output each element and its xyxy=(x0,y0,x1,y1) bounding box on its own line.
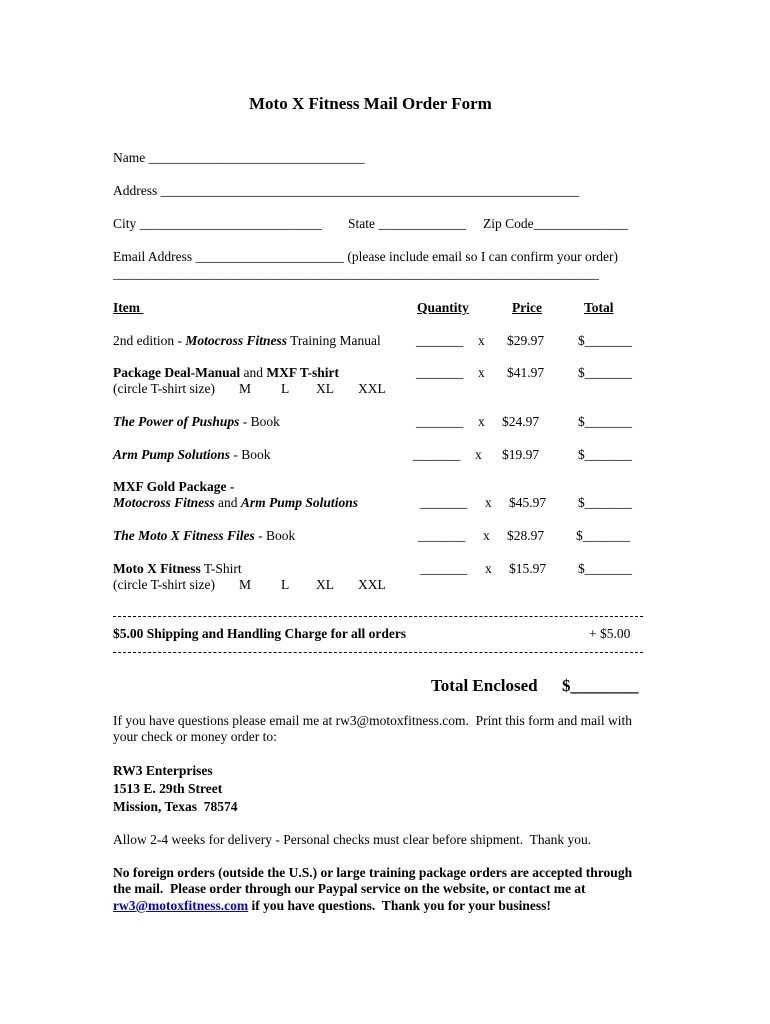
total-enclosed-blank: $________ xyxy=(562,676,639,695)
total-blank: $_______ xyxy=(578,333,632,348)
foreign-note-line3 xyxy=(113,898,551,914)
qty-blank: _______ xyxy=(416,333,464,348)
times-sign: x xyxy=(485,495,492,510)
header-item: Item xyxy=(113,300,144,315)
item-and: and xyxy=(214,495,241,510)
contact-email-link[interactable]: rw3@motoxfitness.com xyxy=(113,898,249,913)
email-field: Email Address ______________________ (please include email so I can confirm your order) xyxy=(113,249,619,264)
times-sign: x xyxy=(478,414,485,429)
times-sign: x xyxy=(478,333,485,348)
item-title: Moto X Fitness xyxy=(113,561,201,576)
size-option-m: M xyxy=(239,577,252,592)
header-total: Total xyxy=(584,300,614,315)
questions-text-line1: If you have questions please email me at rw3@motoxfitness.com. Print this form and mail with xyxy=(113,713,632,728)
qty-blank: _______ xyxy=(418,528,466,543)
item-row-files xyxy=(113,528,295,544)
item-title-2: MXF T-shirt xyxy=(266,365,340,380)
delivery-note: Allow 2-4 weeks for delivery - Personal checks must clear before shipment. Thank you. xyxy=(113,832,592,847)
separator-rule: ________________________________________________________________________ xyxy=(113,266,599,281)
zip-field: Zip Code______________ xyxy=(483,216,629,231)
dashed-divider-top xyxy=(113,616,643,617)
item-prefix: 2nd edition - xyxy=(113,333,186,348)
size-instruction: (circle T-shirt size) xyxy=(113,381,215,396)
state-field: State _____________ xyxy=(348,216,467,231)
foreign-note-line1: No foreign orders (outside the U.S.) or large training package orders are accepted through xyxy=(113,865,633,880)
mailing-company: RW3 Enterprises xyxy=(113,763,213,778)
item-title-2: Arm Pump Solutions xyxy=(240,495,358,510)
item-row-arm-pump xyxy=(113,447,271,463)
questions-text-line2: your check or money order to: xyxy=(113,729,277,744)
foreign-note-line2: the mail. Please order through our Paypal service on the website, or contact me at xyxy=(113,881,586,896)
price-value: $15.97 xyxy=(509,561,547,576)
times-sign: x xyxy=(485,561,492,576)
qty-blank: _______ xyxy=(416,365,464,380)
size-instruction: (circle T-shirt size) xyxy=(113,577,215,592)
header-quantity: Quantity xyxy=(417,300,469,315)
total-enclosed-label: Total Enclosed xyxy=(431,676,538,695)
mailing-street: 1513 E. 29th Street xyxy=(113,781,223,796)
price-value: $45.97 xyxy=(509,495,547,510)
times-sign: x xyxy=(478,365,485,380)
city-field: City ___________________________ xyxy=(113,216,322,231)
item-title: Arm Pump Solutions xyxy=(113,447,231,462)
price-value: $24.97 xyxy=(502,414,540,429)
item-and: and xyxy=(240,365,267,380)
qty-blank: _______ xyxy=(420,495,468,510)
item-suffix: Training Manual xyxy=(287,333,381,348)
item-row-pushups xyxy=(113,414,280,430)
item-suffix: - Book xyxy=(230,447,271,462)
size-option-l: L xyxy=(281,381,290,396)
address-field: Address ______________________________________________________________ xyxy=(113,183,580,198)
header-price: Price xyxy=(512,300,542,315)
item-row-manual xyxy=(113,333,381,349)
name-field: Name ________________________________ xyxy=(113,150,365,165)
total-blank: $_______ xyxy=(578,414,632,429)
price-value: $28.97 xyxy=(507,528,545,543)
page-title: Moto X Fitness Mail Order Form xyxy=(249,94,492,113)
item-title: The Power of Pushups xyxy=(113,414,240,429)
price-value: $29.97 xyxy=(507,333,545,348)
foreign-note-closing: if you have questions. Thank you for your business! xyxy=(248,898,551,913)
item-suffix: T-Shirt xyxy=(200,561,242,576)
times-sign: x xyxy=(483,528,490,543)
total-blank: $_______ xyxy=(578,447,632,462)
item-row-package-deal xyxy=(113,365,339,381)
shipping-label: $5.00 Shipping and Handling Charge for all orders xyxy=(113,626,407,641)
item-suffix: - Book xyxy=(254,528,296,543)
times-sign: x xyxy=(475,447,482,462)
item-suffix: - Book xyxy=(239,414,280,429)
mailing-city: Mission, Texas 78574 xyxy=(113,799,238,814)
shipping-amount: + $5.00 xyxy=(589,626,631,641)
total-blank: $_______ xyxy=(578,495,632,510)
total-blank: $_______ xyxy=(576,528,630,543)
size-option-l: L xyxy=(281,577,290,592)
qty-blank: _______ xyxy=(416,414,464,429)
size-option-m: M xyxy=(239,381,252,396)
qty-blank: _______ xyxy=(413,447,461,462)
price-value: $41.97 xyxy=(507,365,545,380)
dashed-divider-bottom xyxy=(113,652,643,653)
item-gold-contents xyxy=(113,495,358,511)
item-row-gold-package: MXF Gold Package - xyxy=(113,479,235,494)
item-row-tshirt xyxy=(113,561,242,577)
price-value: $19.97 xyxy=(502,447,540,462)
item-title: The Moto X Fitness Files xyxy=(113,528,255,543)
item-title: Package Deal-Manual xyxy=(113,365,241,380)
size-option-xxl: XXL xyxy=(358,577,386,592)
item-title: Motocross Fitness xyxy=(185,333,288,348)
item-title: Motocross Fitness xyxy=(113,495,215,510)
size-option-xxl: XXL xyxy=(358,381,386,396)
total-blank: $_______ xyxy=(578,561,632,576)
qty-blank: _______ xyxy=(420,561,468,576)
total-blank: $_______ xyxy=(578,365,632,380)
size-option-xl: XL xyxy=(316,577,334,592)
size-option-xl: XL xyxy=(316,381,334,396)
